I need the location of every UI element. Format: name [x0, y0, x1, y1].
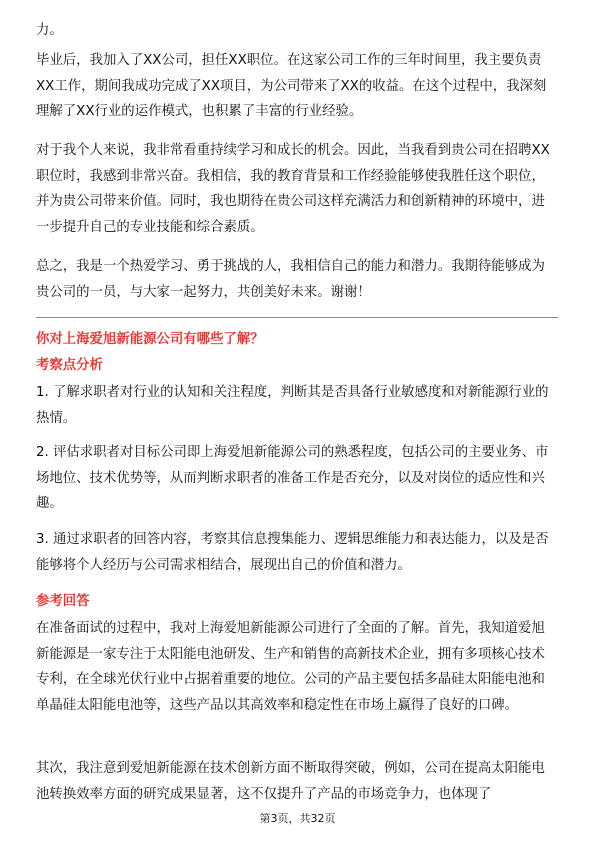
analysis-heading: 考察点分析	[36, 358, 103, 373]
analysis-item-3: 3. 通过求职者的回答内容，考察其信息搜集能力、逻辑思维能力和表达能力，以及是否能够将个人经历与公司需求相结合，展现出自己的价值和潜力。	[36, 532, 549, 573]
section-divider	[36, 317, 558, 318]
analysis-item-2: 2. 评估求职者对目标公司即上海爱旭新能源公司的熟悉程度，包括公司的主要业务、市场地位、技术优势等，从而判断求职者的准备工作是否充分，以及对岗位的适应性和兴趣。	[36, 445, 549, 512]
intro-tail: 力。	[36, 23, 63, 38]
paragraph-work-experience: 毕业后，我加入了XX公司，担任XX职位。在这家公司工作的三年时间里，我主要负责XX工作，期间我成功完成了XX项目，为公司带来了XX的收益。在这个过程中，我深刻理解了XX行业的运作模式，也积累了丰富的行业经验。	[36, 53, 547, 120]
paragraph-learning-growth: 对于我个人来说，我非常看重持续学习和成长的机会。因此，当我看到贵公司在招聘XX职位时，我感到非常兴奋。我相信，我的教育背景和工作经验能够使我胜任这个职位，并为贵公司带来价值。同时，我也期待在贵公司这样充满活力和创新精神的环境中，进一步提升自己的专业技能和综合素质。	[36, 143, 550, 235]
answer-heading: 参考回答	[36, 594, 90, 609]
answer-paragraph-2: 其次，我注意到爱旭新能源在技术创新方面不断取得突破，例如，公司在提高太阳能电池转换效率方面的研究成果显著，这不仅提升了产品的市场竞争力，也体现了	[36, 761, 545, 802]
question-heading: 你对上海爱旭新能源公司有哪些了解？	[36, 332, 264, 347]
analysis-item-1: 1. 了解求职者对行业的认知和关注程度，判断其是否具备行业敏感度和对新能源行业的热情。	[36, 385, 549, 426]
paragraph-conclusion: 总之，我是一个热爱学习、勇于挑战的人，我相信自己的能力和潜力。我期待能够成为贵公司的一员，与大家一起努力，共创美好未来。谢谢！	[36, 259, 545, 300]
page-footer: 第3页，共32页	[259, 812, 336, 825]
answer-paragraph-1: 在准备面试的过程中，我对上海爱旭新能源公司进行了全面的了解。首先，我知道爱旭新能源是一家专注于太阳能电池研发、生产和销售的高新技术企业，拥有多项核心技术专利，在全球光伏行业中占据着重要的地位。公司的产品主要包括多晶硅太阳能电池和单晶硅太阳能电池等，这些产品以其高效率和稳定性在市场上赢得了良好的口碑。	[36, 621, 545, 713]
